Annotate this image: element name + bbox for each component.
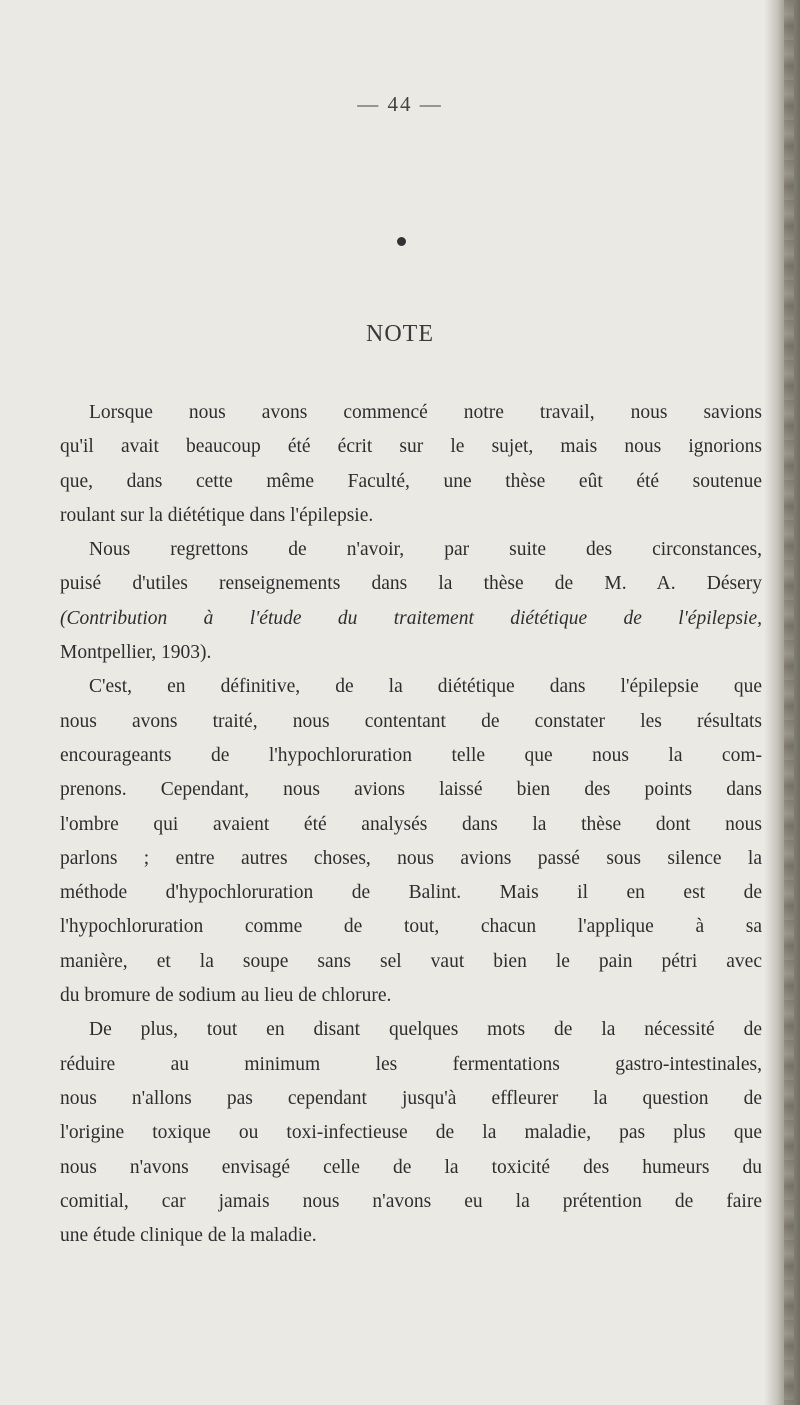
- text-line: l'origine toxique ou toxi-infectieuse de la maladie, pas plus que: [60, 1122, 762, 1144]
- text-line: nous n'avons envisagé celle de la toxicité des humeurs du: [60, 1156, 762, 1178]
- paragraph-1: [60, 396, 762, 533]
- text-line: roulant sur la diététique dans l'épilepsie.: [60, 504, 374, 526]
- paragraph-4: [60, 1013, 762, 1253]
- text-line: l'hypochloruration comme de tout, chacun l'applique à sa: [60, 916, 762, 938]
- text-line: comitial, car jamais nous n'avons eu la prétention de faire: [60, 1190, 762, 1212]
- text-line: méthode d'hypochloruration de Balint. Mais il en est de: [60, 882, 762, 904]
- paragraph-2: [60, 533, 762, 670]
- page-edge-texture: [784, 0, 794, 1405]
- text-line: De plus, tout en disant quelques mots de la nécessité de: [89, 1019, 762, 1041]
- text-line: l'ombre qui avaient été analysés dans la thèse dont nous: [60, 813, 762, 835]
- body-text: [60, 396, 762, 1253]
- text-line: Lorsque nous avons commencé notre travail, nous savions: [89, 402, 762, 423]
- paragraph-3: [60, 670, 762, 1013]
- text-line: parlons ; entre autres choses, nous avions passé sous silence la: [60, 847, 762, 869]
- text-line: nous avons traité, nous contentant de constater les résultats: [60, 710, 762, 732]
- text-line: qu'il avait beaucoup été écrit sur le sujet, mais nous ignorions: [60, 436, 762, 458]
- text-line: que, dans cette même Faculté, une thèse eût été soutenue: [60, 470, 762, 492]
- text-line: Montpellier, 1903).: [60, 642, 212, 664]
- text-line: réduire au minimum les fermentations gastro-intestinales,: [60, 1053, 762, 1075]
- text-line: C'est, en définitive, de la diététique dans l'épilepsie que: [89, 676, 762, 698]
- text-line: prenons. Cependant, nous avions laissé bien des points dans: [60, 779, 762, 801]
- page-edge-shadow: [764, 0, 800, 1405]
- text-line: encourageants de l'hypochloruration telle que nous la com-: [60, 744, 762, 766]
- text-line: manière, et la soupe sans sel vaut bien le pain pétri avec: [60, 950, 762, 972]
- text-line: une étude clinique de la maladie.: [60, 1225, 317, 1247]
- page-number: — 44 —: [357, 92, 443, 116]
- text-line: du bromure de sodium au lieu de chlorure.: [60, 985, 392, 1007]
- text-line: puisé d'utiles renseignements dans la thèse de M. A. Désery: [60, 573, 762, 595]
- text-line: nous n'allons pas cependant jusqu'à effleurer la question de: [60, 1087, 762, 1109]
- citation-line: (Contribution à l'étude du traitement diététique de l'épilepsie,: [60, 607, 762, 629]
- section-title: NOTE: [366, 321, 434, 347]
- ink-dot: [397, 237, 406, 246]
- text-line: Nous regrettons de n'avoir, par suite des circonstances,: [89, 539, 762, 561]
